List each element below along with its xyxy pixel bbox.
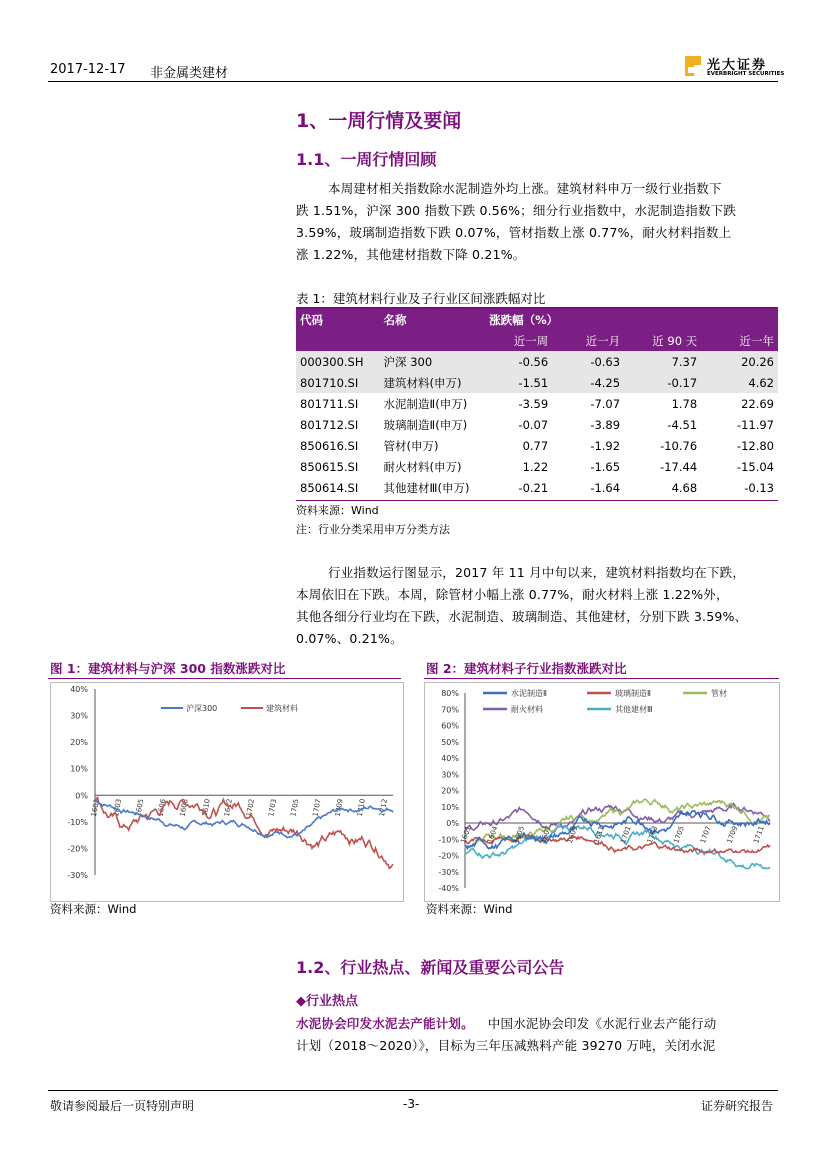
para-line: 涨 1.22%，其他建材指数下降 0.21%。 [296, 247, 526, 262]
row-week: -0.21 [518, 480, 549, 495]
row-90d: -10.76 [660, 438, 698, 453]
table-title: 表 1：建筑材料行业及子行业区间涨跌幅对比 [296, 291, 546, 306]
page-number: -3- [403, 1097, 420, 1111]
row-name: 玻璃制造Ⅱ(申万) [383, 417, 468, 432]
sub-col-month: 近一月 [552, 330, 624, 351]
table-row [296, 477, 778, 498]
legend-label: 建筑材料 [266, 704, 298, 713]
table-row [296, 414, 778, 435]
x-tick-label: 1701 [619, 824, 633, 845]
row-90d: 1.78 [671, 396, 698, 411]
row-week: 0.77 [522, 438, 549, 453]
row-year: 20.26 [701, 351, 778, 372]
header-rule [48, 81, 778, 82]
row-90d: -4.51 [667, 417, 698, 432]
row-year: -15.04 [736, 459, 774, 474]
footer-disclaimer: 敬请参阅最后一页特别声明 [50, 1099, 195, 1113]
y-tick-label: 10% [441, 802, 459, 812]
figure1-chart [50, 682, 404, 902]
legend-label: 沪深300 [186, 704, 218, 713]
subsection-title-news: 1.2、行业热点、新闻及重要公司公告 [296, 958, 565, 977]
footer-rule [48, 1090, 778, 1091]
x-tick-label: 1703 [645, 824, 660, 845]
row-month: -0.63 [552, 351, 624, 372]
row-name: 耐火材料(申万) [383, 459, 462, 474]
x-tick-label: 1707 [698, 824, 713, 845]
x-tick-label: 1705 [672, 824, 686, 845]
table-source: 资料来源：Wind [296, 504, 379, 517]
x-tick-label: 1606 [156, 798, 168, 818]
y-tick-label: 0% [75, 791, 88, 801]
y-tick-label: 30% [70, 711, 88, 721]
legend-label: 耐火材料 [511, 705, 543, 714]
y-tick-label: 40% [70, 685, 88, 694]
x-tick-label: 1605 [512, 824, 527, 845]
y-tick-label: 10% [70, 764, 88, 774]
header-date: 2017-12-17 [50, 62, 126, 77]
row-90d: -0.17 [624, 372, 701, 393]
hot-topics-heading: ◆行业热点 [296, 994, 358, 1009]
figure1-svg [51, 683, 403, 901]
y-tick-label: -30% [67, 871, 88, 880]
para-line: 本周建材相关指数除水泥制造外均上涨。建筑材料申万一级行业指数下 [328, 181, 722, 196]
figure2-rule [424, 678, 779, 679]
row-name: 管材(申万) [383, 438, 439, 453]
x-tick-label: 1709 [333, 798, 345, 818]
figure1-title: 图 1：建筑材料与沪深 300 指数涨跌对比 [50, 661, 286, 676]
col-name-header: 名称 [380, 309, 486, 330]
para-line: 其他各细分行业均在下跌，水泥制造、玻璃制造、其他建材，分别下跌 3.59%、 [296, 609, 748, 624]
row-month: -1.92 [590, 438, 621, 453]
y-tick-label: 50% [441, 737, 459, 747]
x-tick-label: 1712 [377, 798, 389, 818]
row-code: 850616.SI [300, 438, 359, 453]
x-tick-label: 1702 [245, 798, 257, 818]
row-year: 22.69 [741, 396, 774, 411]
y-tick-label: -30% [438, 867, 459, 877]
row-90d: 4.68 [671, 480, 698, 495]
x-tick-label: 1608 [178, 798, 190, 818]
x-tick-label: 1603 [112, 798, 124, 818]
row-code: 850614.SI [300, 480, 359, 495]
logo-en: EVERBRIGHT SECURITIES [707, 71, 785, 77]
y-tick-label: 30% [441, 770, 459, 780]
y-tick-label: 80% [441, 689, 459, 698]
row-week: -0.56 [485, 351, 552, 372]
para-line: 行业指数运行图显示，2017 年 11 月中旬以来，建筑材料指数均在下跌， [328, 565, 746, 580]
sub-col-week: 近一周 [485, 330, 552, 351]
row-week: -0.07 [518, 417, 549, 432]
row-code: 801712.SI [300, 417, 359, 432]
row-week: 1.22 [522, 459, 549, 474]
row-year: -12.80 [736, 438, 774, 453]
row-year: -11.97 [736, 417, 774, 432]
logo-cn: 光大证券 [707, 58, 768, 73]
y-tick-label: -10% [67, 817, 88, 827]
figure2-chart [424, 682, 780, 902]
x-tick-label: 1705 [289, 798, 301, 818]
row-code: 000300.SH [296, 351, 380, 372]
row-name: 建筑材料(申万) [380, 372, 486, 393]
subsection-title: 1.1、一周行情回顾 [296, 150, 437, 169]
table-note: 注：行业分类采用申万分类方法 [296, 523, 450, 536]
para-line: 3.59%，玻璃制造指数下跌 0.07%，管材指数上涨 0.77%，耐火材料指数上 [296, 225, 732, 240]
trend-paragraph [296, 562, 781, 650]
y-tick-label: -20% [67, 844, 88, 854]
row-year: -0.13 [744, 480, 774, 495]
section-title: 1、一周行情及要闻 [296, 110, 462, 132]
row-code: 801710.SI [296, 372, 380, 393]
y-tick-label: 0% [446, 819, 459, 828]
series-line-other [465, 826, 770, 869]
col-group-header: 涨跌幅（%） [485, 309, 778, 330]
para-line: 本周依旧在下跌。本周，除管材小幅上涨 0.77%，耐火材料上涨 1.22%外， [296, 587, 729, 602]
x-tick-label: 1604 [485, 824, 500, 845]
figure2-source: 资料来源：Wind [426, 902, 513, 916]
row-name: 其他建材Ⅲ(申万) [383, 480, 470, 495]
hot-topic-text-2: 计划（2018～2020）》，目标为三年压减熟料产能 39270 万吨，关闭水泥 [296, 1038, 716, 1053]
row-month: -3.89 [590, 417, 621, 432]
table-row [296, 393, 778, 414]
hot-topic-text: 中国水泥协会印发《水泥行业去产能行动 [487, 1016, 717, 1031]
row-month: -4.25 [552, 372, 624, 393]
legend-label: 管材 [711, 689, 727, 698]
row-name: 水泥制造Ⅱ(申万) [383, 396, 468, 411]
x-tick-label: 1612 [222, 798, 234, 818]
row-year: 4.62 [701, 372, 778, 393]
row-week: -3.59 [518, 396, 549, 411]
review-paragraph [296, 178, 781, 266]
row-code: 801711.SI [300, 396, 359, 411]
row-month: -1.65 [590, 459, 621, 474]
table-row [296, 372, 778, 393]
x-tick-label: 1605 [134, 798, 146, 818]
y-tick-label: 40% [441, 754, 459, 763]
footer-report-type: 证券研究报告 [701, 1099, 774, 1113]
para-line: 跌 1.51%，沪深 300 指数下跌 0.56%；细分行业指数中，水泥制造指数下跌 [296, 203, 737, 218]
x-tick-label: 1709 [725, 824, 740, 845]
table-row [296, 456, 778, 477]
y-tick-label: -10% [438, 835, 459, 845]
y-tick-label: 60% [441, 721, 459, 731]
sub-col-90d: 近 90 天 [624, 330, 701, 351]
col-code-header: 代码 [296, 309, 380, 330]
sub-col-year: 近一年 [701, 330, 778, 351]
table-row [296, 435, 778, 456]
row-week: -1.51 [485, 372, 552, 393]
row-90d: 7.37 [624, 351, 701, 372]
hot-topic-paragraph [296, 1013, 781, 1057]
y-tick-label: 70% [441, 705, 459, 715]
series-line-cement [465, 811, 770, 849]
figure2-title: 图 2：建筑材料子行业指数涨跌对比 [426, 661, 627, 676]
y-tick-label: -40% [438, 884, 459, 893]
x-tick-label: 1703 [267, 798, 279, 818]
hot-topic-lead: 水泥协会印发水泥去产能计划。 [296, 1016, 474, 1031]
x-tick-label: 1607 [539, 824, 553, 845]
header-industry: 非金属类建材 [150, 66, 229, 81]
y-tick-label: 20% [70, 738, 88, 748]
x-tick-label: 1601 [89, 798, 101, 818]
x-tick-label: 1610 [200, 798, 212, 818]
row-month: -1.64 [590, 480, 621, 495]
legend-label: 玻璃制造Ⅱ [615, 689, 651, 698]
logo-mark-icon [683, 54, 703, 78]
x-tick-label: 1710 [355, 798, 367, 818]
row-code: 850615.SI [300, 459, 359, 474]
company-logo [683, 54, 783, 80]
x-tick-label: 1711 [752, 824, 766, 845]
x-tick-label: 1611 [592, 824, 607, 845]
x-tick-label: 1601 [459, 824, 473, 845]
row-90d: -17.44 [660, 459, 698, 474]
y-tick-label: -20% [438, 851, 459, 861]
table-row [296, 351, 778, 372]
para-line: 0.07%、0.21%。 [296, 631, 403, 646]
figure1-rule [48, 678, 401, 679]
data-table [296, 309, 778, 498]
legend-label: 水泥制造Ⅱ [511, 689, 547, 698]
figure1-source: 资料来源：Wind [50, 902, 137, 916]
x-tick-label: 1707 [311, 798, 323, 818]
x-tick-label: 1609 [565, 824, 580, 845]
y-tick-label: 20% [441, 786, 459, 796]
row-name: 沪深 300 [380, 351, 486, 372]
table-bottom-rule [296, 500, 778, 501]
row-month: -7.07 [590, 396, 621, 411]
legend-label: 其他建材Ⅲ [615, 705, 653, 714]
figure2-svg [425, 683, 779, 901]
